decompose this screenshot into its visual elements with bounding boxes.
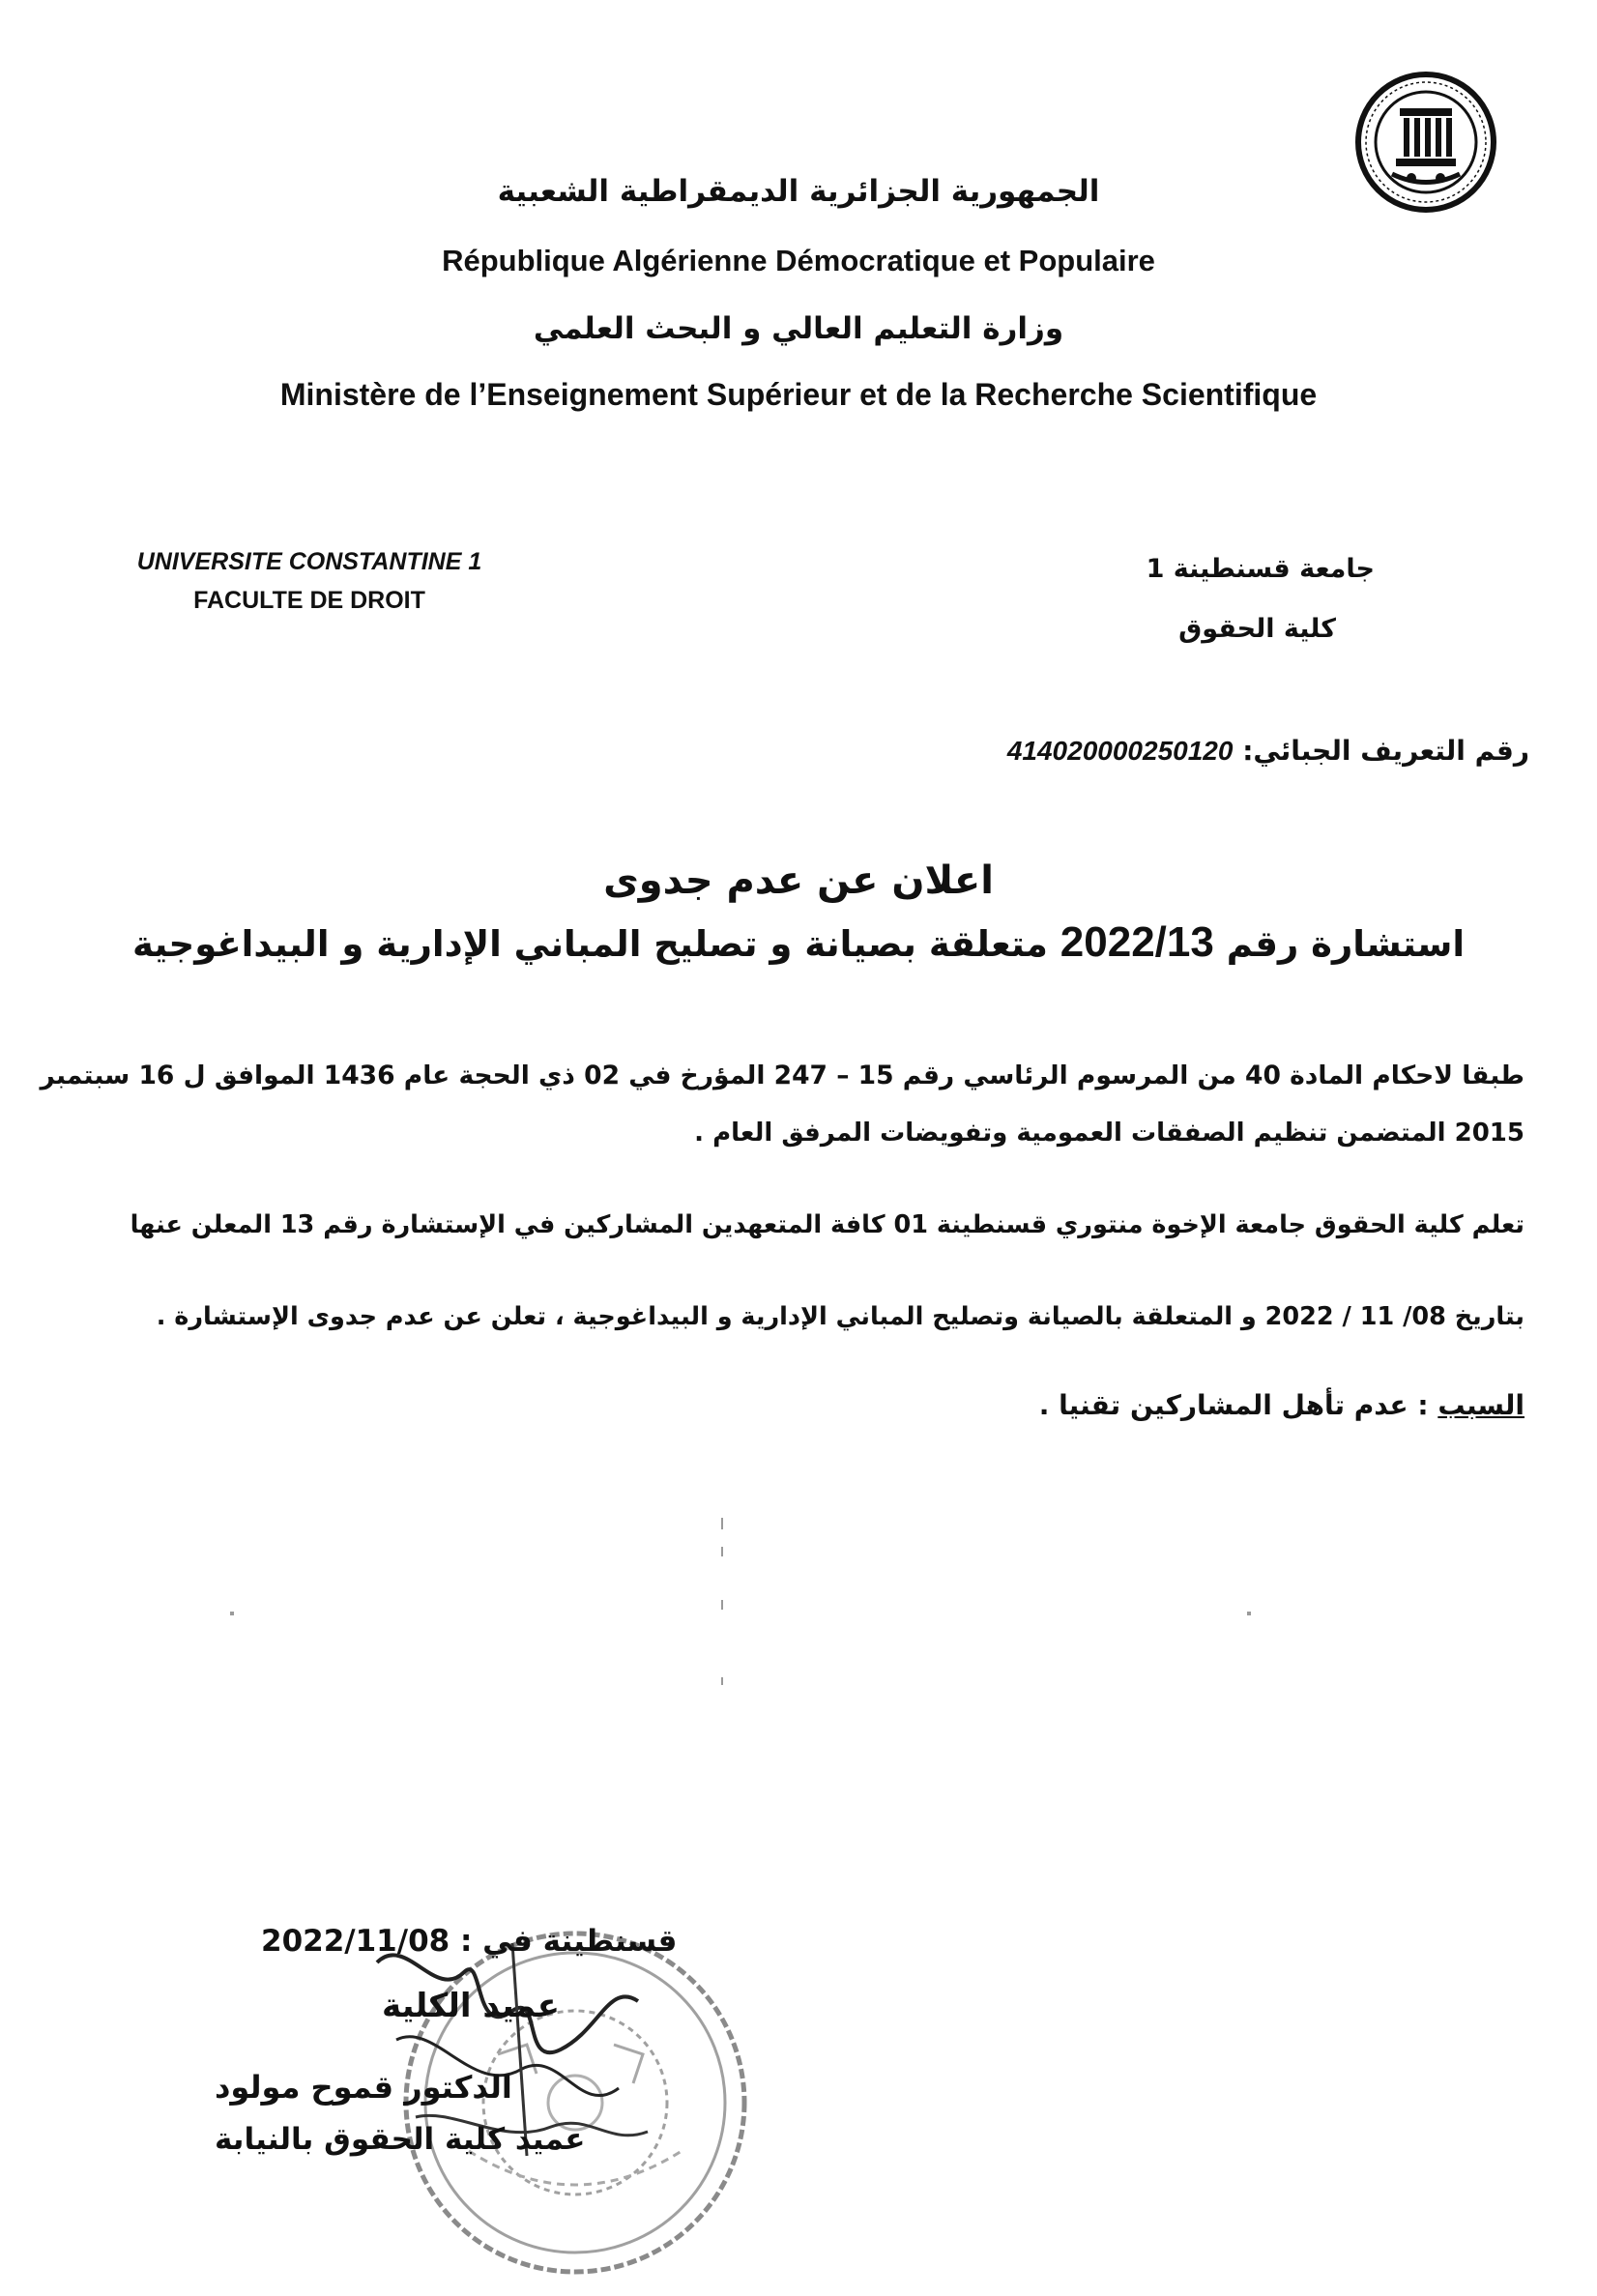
body-paragraph-2-line-2: بتاريخ 08/ 11 / 2022 و المتعلقة بالصيانة وتصليح المباني الإدارية و البيداغوجية ، تعلن عن عدم جدوى الإستشارة . bbox=[156, 1302, 1524, 1331]
subtitle-prefix: استشارة رقم bbox=[1226, 923, 1466, 965]
fiscal-id-label: رقم التعريف الجبائي: bbox=[1242, 735, 1529, 767]
fiscal-id-line bbox=[1007, 735, 1529, 767]
scan-mark bbox=[721, 1677, 723, 1685]
scan-mark bbox=[721, 1518, 723, 1529]
faculty-name-fr: FACULTE DE DROIT bbox=[193, 587, 425, 614]
header-ministry-ar: وزارة التعليم العالي و البحث العلمي bbox=[533, 311, 1064, 346]
signatory-name: الدكتور قموح مولود bbox=[215, 2069, 512, 2106]
announcement-title: اعلان عن عدم جدوى bbox=[603, 858, 994, 903]
dean-title: عميد الكلية bbox=[382, 1987, 560, 2025]
place-and-date: قسنطينة في : 2022/11/08 bbox=[261, 1924, 678, 1959]
body-paragraph-2-line-1: تعلم كلية الحقوق جامعة الإخوة منتوري قسنطينة 01 كافة المتعهدين المشاركين في الإستشارة رقم 13 المعلن عنها bbox=[130, 1210, 1524, 1239]
signatory-role: عميد كلية الحقوق بالنيابة bbox=[215, 2122, 586, 2157]
reason-text: : عدم تأهل المشاركين تقنيا . bbox=[1038, 1389, 1429, 1421]
scan-mark bbox=[230, 1612, 234, 1615]
body-paragraph-1-line-1: طبقا لاحكام المادة 40 من المرسوم الرئاسي رقم 15 – 247 المؤرخ في 02 ذي الحجة عام 1436 الموافق ل 16 سبتمبر bbox=[40, 1061, 1524, 1090]
faculty-name-ar: كلية الحقوق bbox=[1178, 614, 1336, 644]
fiscal-id-number: 414020000250120 bbox=[1006, 736, 1234, 766]
body-paragraph-1-line-2: 2015 المتضمن تنظيم الصفقات العمومية وتفويضات المرفق العام . bbox=[694, 1119, 1524, 1148]
header-ministry-fr: Ministère de l’Enseignement Supérieur et de la Recherche Scientifique bbox=[279, 377, 1318, 412]
consultation-reference: 2022/13 bbox=[1060, 918, 1214, 966]
subtitle-suffix: متعلقة بصيانة و تصليح المباني الإدارية و البيداغوجية bbox=[131, 923, 1048, 965]
scan-mark bbox=[1247, 1612, 1251, 1615]
reason-line bbox=[65, 1389, 1524, 1421]
header-republic-ar: الجمهورية الجزائرية الديمقراطية الشعبية bbox=[497, 174, 1100, 209]
announcement-subtitle bbox=[0, 918, 1597, 967]
university-name-ar: جامعة قسنطينة 1 bbox=[1146, 554, 1375, 584]
scan-mark bbox=[721, 1547, 723, 1556]
university-name-fr: UNIVERSITE CONSTANTINE 1 bbox=[136, 548, 482, 575]
reason-label: السبب bbox=[1437, 1389, 1524, 1421]
scan-mark bbox=[721, 1600, 723, 1610]
header-republic-fr: République Algérienne Démocratique et Populaire bbox=[442, 244, 1155, 277]
